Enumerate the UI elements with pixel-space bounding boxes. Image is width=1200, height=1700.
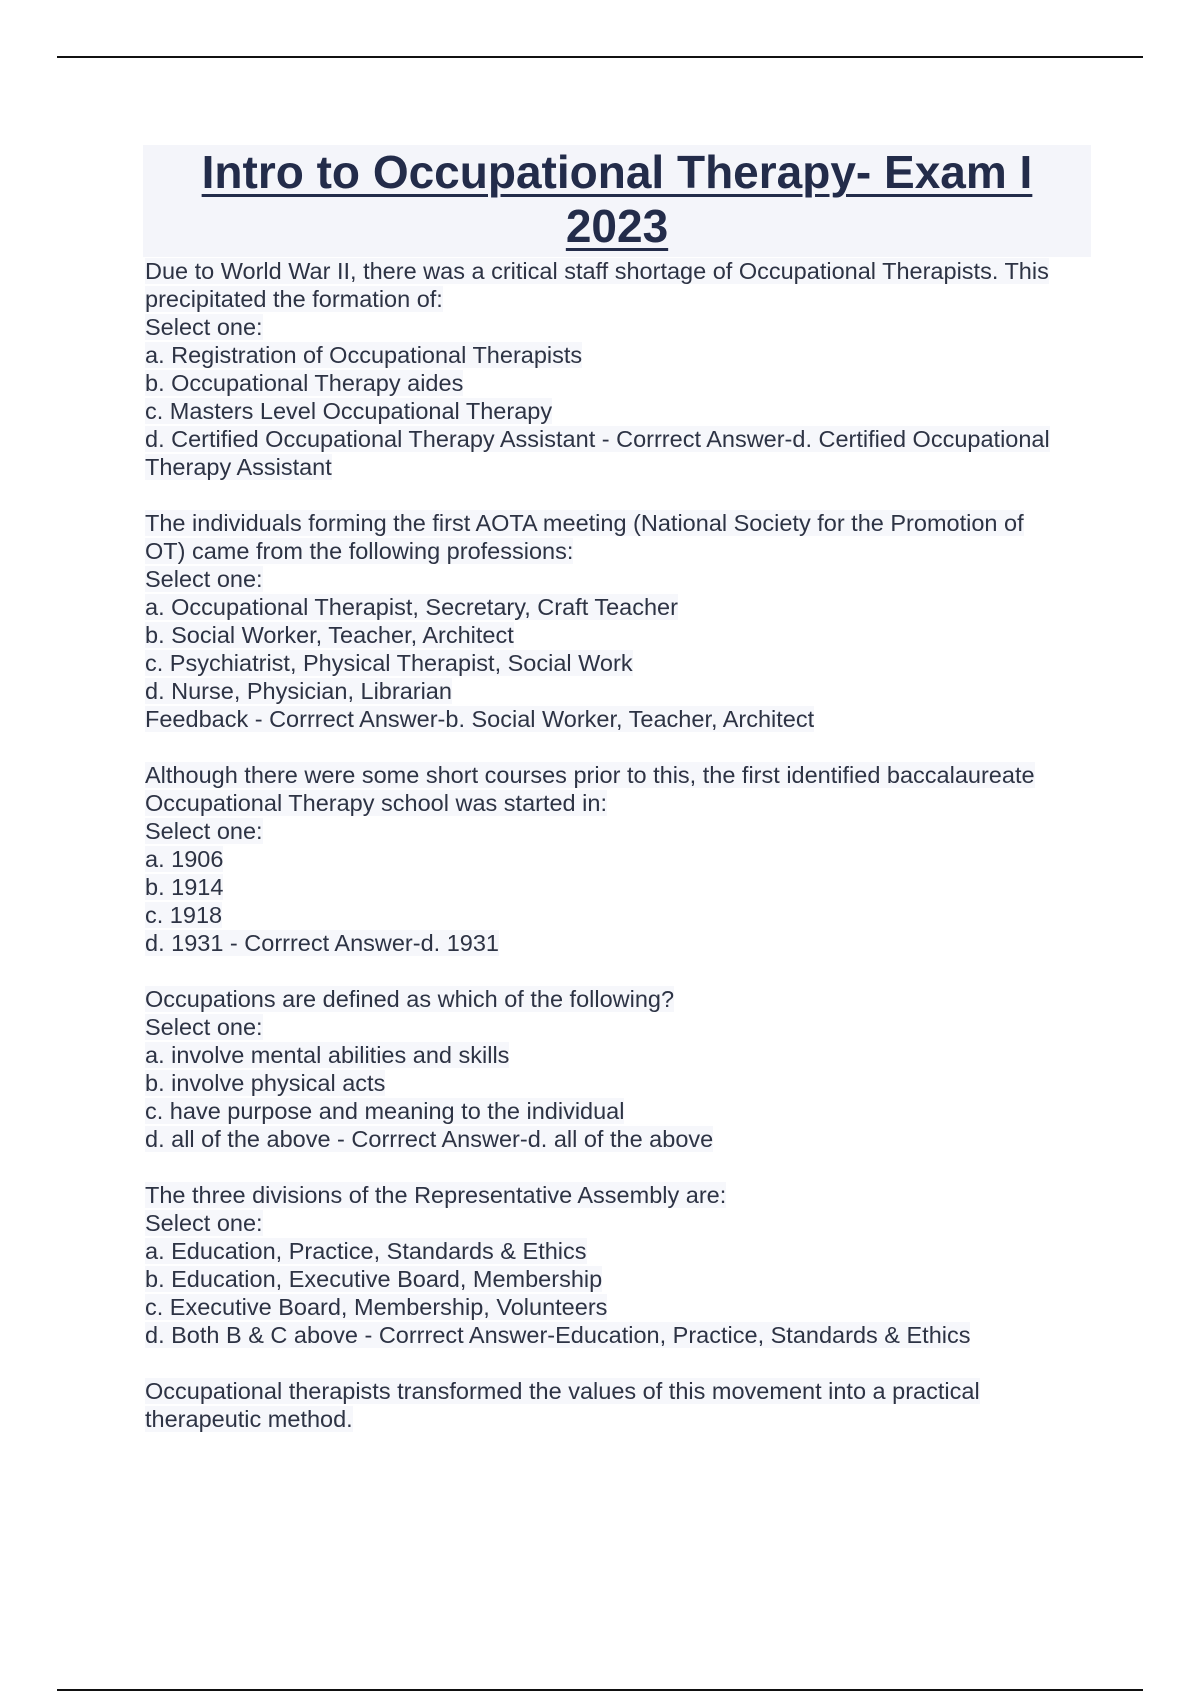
question-line-text: Select one: <box>145 1210 263 1236</box>
question-line-text: a. 1906 <box>145 846 224 872</box>
question-line-text: Select one: <box>145 566 263 592</box>
question-line <box>145 1293 1085 1321</box>
question-line-text: Occupations are defined as which of the following? <box>145 986 675 1012</box>
question-line <box>145 1321 1085 1349</box>
question-line-text: a. Registration of Occupational Therapists <box>145 342 583 368</box>
question-line <box>145 845 1085 873</box>
title-line-2: 2023 <box>565 200 669 252</box>
question-line-text: Occupational therapists transformed the values of this movement into a practical <box>145 1378 980 1404</box>
question-line <box>145 1209 1085 1237</box>
question-line <box>145 1041 1085 1069</box>
question-line-text: Although there were some short courses prior to this, the first identified baccalaureate <box>145 762 1035 788</box>
question-line-text: Select one: <box>145 818 263 844</box>
question-line-text: The individuals forming the first AOTA meeting (National Society for the Promotion of <box>145 510 1024 536</box>
question-line-text: Feedback - Corrrect Answer-b. Social Worker, Teacher, Architect <box>145 706 815 732</box>
question-block <box>145 761 1085 957</box>
question-line <box>145 1237 1085 1265</box>
question-line-text: d. Nurse, Physician, Librarian <box>145 678 452 704</box>
question-line <box>145 453 1085 481</box>
question-line-text: Occupational Therapy school was started in: <box>145 790 607 816</box>
question-line-text: Select one: <box>145 1014 263 1040</box>
question-line <box>145 1069 1085 1097</box>
question-line <box>145 761 1085 789</box>
question-line-text: d. all of the above - Corrrect Answer-d. all of the above <box>145 1126 714 1152</box>
question-line <box>145 1405 1085 1433</box>
question-line-text: Therapy Assistant <box>145 454 332 480</box>
question-block <box>145 1181 1085 1349</box>
question-block <box>145 1377 1085 1433</box>
question-line-text: therapeutic method. <box>145 1406 353 1432</box>
question-line <box>145 817 1085 845</box>
question-line-text: c. 1918 <box>145 902 223 928</box>
question-block <box>145 257 1085 481</box>
question-line-text: c. Psychiatrist, Physical Therapist, Social Work <box>145 650 633 676</box>
question-line <box>145 425 1085 453</box>
question-line <box>145 313 1085 341</box>
question-line <box>145 929 1085 957</box>
question-line-text: Due to World War II, there was a critical staff shortage of Occupational Therapists. This <box>145 258 1049 284</box>
question-line-text: b. Social Worker, Teacher, Architect <box>145 622 514 648</box>
question-line <box>145 873 1085 901</box>
question-line-text: OT) came from the following professions: <box>145 538 574 564</box>
question-block <box>145 985 1085 1153</box>
question-line <box>145 537 1085 565</box>
question-line-text: b. 1914 <box>145 874 224 900</box>
question-line <box>145 901 1085 929</box>
question-line <box>145 1377 1085 1405</box>
document-title <box>143 145 1091 253</box>
question-line-text: b. involve physical acts <box>145 1070 386 1096</box>
bottom-rule <box>57 1689 1143 1691</box>
question-line <box>145 649 1085 677</box>
question-line-text: c. Executive Board, Membership, Volunteers <box>145 1294 608 1320</box>
question-line <box>145 705 1085 733</box>
question-line <box>145 985 1085 1013</box>
question-line-text: c. have purpose and meaning to the individual <box>145 1098 625 1124</box>
question-list <box>145 257 1085 1461</box>
question-line-text: a. involve mental abilities and skills <box>145 1042 510 1068</box>
question-line <box>145 285 1085 313</box>
question-line <box>145 1013 1085 1041</box>
question-line-text: a. Education, Practice, Standards & Ethics <box>145 1238 587 1264</box>
question-line-text: c. Masters Level Occupational Therapy <box>145 398 553 424</box>
question-block <box>145 509 1085 733</box>
question-line-text: a. Occupational Therapist, Secretary, Craft Teacher <box>145 594 678 620</box>
question-line <box>145 341 1085 369</box>
question-line <box>145 257 1085 285</box>
question-line <box>145 1097 1085 1125</box>
question-line-text: d. 1931 - Corrrect Answer-d. 1931 <box>145 930 499 956</box>
top-rule <box>57 56 1143 58</box>
question-line <box>145 1181 1085 1209</box>
question-line <box>145 397 1085 425</box>
question-line-text: d. Both B & C above - Corrrect Answer-Education, Practice, Standards & Ethics <box>145 1322 971 1348</box>
question-line <box>145 593 1085 621</box>
question-line-text: Select one: <box>145 314 263 340</box>
question-line <box>145 677 1085 705</box>
question-line-text: precipitated the formation of: <box>145 286 443 312</box>
question-line <box>145 509 1085 537</box>
question-line <box>145 621 1085 649</box>
question-line <box>145 565 1085 593</box>
question-line <box>145 369 1085 397</box>
title-line-1: Intro to Occupational Therapy- Exam I <box>201 146 1033 198</box>
question-line <box>145 789 1085 817</box>
question-line-text: b. Education, Executive Board, Membership <box>145 1266 603 1292</box>
question-line-text: b. Occupational Therapy aides <box>145 370 464 396</box>
question-line-text: d. Certified Occupational Therapy Assistant - Corrrect Answer-d. Certified Occupational <box>145 426 1050 452</box>
question-line <box>145 1265 1085 1293</box>
question-line <box>145 1125 1085 1153</box>
question-line-text: The three divisions of the Representative Assembly are: <box>145 1182 727 1208</box>
